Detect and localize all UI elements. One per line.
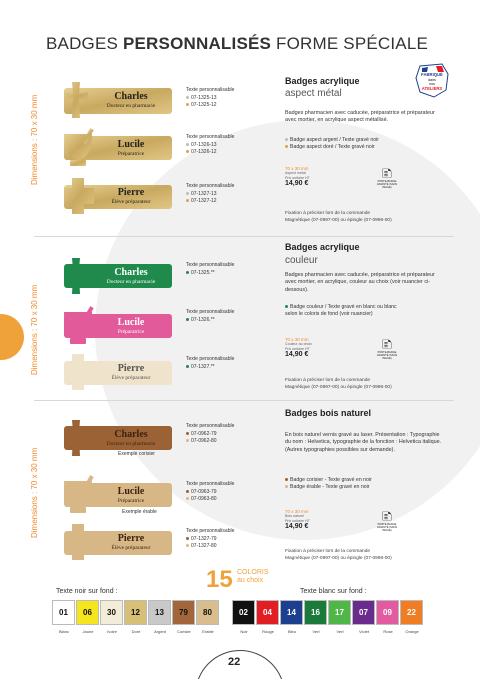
badge-metal-lucile [62, 128, 174, 168]
price-box: 70 x 30 mm Couleur au choix Prix unitaire HT 14,90 € [285, 337, 333, 363]
badge-name: Charles [114, 429, 148, 440]
gold-dot [186, 150, 189, 153]
color-swatch-label: Rouge [262, 629, 274, 634]
cherry-dot [186, 537, 189, 540]
badge-function: Docteur en pharmacie [106, 103, 156, 109]
badge-name: Charles [114, 91, 148, 102]
example-label: Exemple érable [122, 509, 157, 515]
option-list [285, 137, 435, 151]
made-in-workshop-sticker [412, 60, 452, 100]
color-swatch-label: Orange [405, 629, 419, 634]
swatch-row-black [52, 600, 220, 625]
color-swatch: 07 [352, 600, 375, 625]
color-swatch: 13 [148, 600, 171, 625]
color-swatch-label: Corisier [177, 629, 191, 634]
color-swatch-label: Jaune [82, 629, 94, 634]
section-subheading: couleur [285, 255, 318, 266]
color-swatch: 02 [232, 600, 255, 625]
ref-block [186, 87, 234, 110]
cherry-dot [285, 478, 288, 481]
ref-block: Texte personnalisable 07-1325.** [186, 262, 235, 276]
color-swatch-label: Vert [312, 629, 320, 634]
badge-name: Pierre [117, 533, 145, 544]
color-swatch: 79 [172, 600, 195, 625]
sticker-text-2: dans [428, 78, 436, 82]
section-subheading: aspect métal [285, 88, 342, 99]
page-title: BADGES PERSONNALISÉS FORME SPÉCIALE [46, 34, 429, 53]
price-box: 70 x 30 mm Aspect métal Prix unitaire HT 14,90 € [285, 166, 333, 192]
green-dot [186, 318, 189, 321]
ref-item: 07-1327.** [186, 364, 234, 372]
green-dot [186, 271, 189, 274]
badge-holder: 🗈 PORTE-BADGE AIMANTÉ (SANS IMAGE) [374, 509, 400, 533]
ref-item: 07-0963-79 [186, 489, 234, 497]
color-swatch: 16 [304, 600, 327, 625]
color-swatch: 17 [328, 600, 351, 625]
silver-dot [186, 143, 189, 146]
color-swatch: 09 [376, 600, 399, 625]
dimension-label-3: Dimensions : 70 x 30 mm [30, 447, 39, 538]
color-swatch: 14 [280, 600, 303, 625]
color-swatch-label: Violet [359, 629, 369, 634]
silver-dot [285, 138, 288, 141]
badge-holder: 🗈 PORTE-BADGE AIMANTÉ (SANS IMAGE) [374, 166, 400, 190]
badge-name: Lucile [117, 317, 145, 328]
colors-banner: COLORIS au choix [237, 569, 269, 584]
color-swatch: 80 [196, 600, 219, 625]
mug-icon: 🗈 [381, 165, 393, 181]
ref-item: 07-0962-80 [186, 438, 234, 446]
badge-function: Docteur en pharmacie [106, 441, 156, 447]
badge-function: Préparatrice [117, 498, 145, 504]
dimension-label-1: Dimensions : 70 x 30 mm [30, 94, 39, 185]
badge-name: Lucile [117, 139, 145, 150]
option-list [285, 477, 435, 491]
badge-metal-pierre [62, 176, 174, 216]
color-swatch-label: Noir [240, 629, 248, 634]
color-swatch-label: Blanc [58, 629, 69, 634]
ref-item: 07-1327-12 [186, 198, 234, 206]
section-heading: Badges acrylique [285, 76, 360, 86]
black-text-label: Texte noir sur fond : [56, 588, 118, 595]
badge-function: Préparatrice [117, 151, 145, 157]
fixation-note: Fixation à préciser lors de la commande Magnétique (07-0997-00) ou épingle (07-0996-00) [285, 211, 392, 223]
ref-item: 07-1327-79 [186, 536, 234, 544]
option-item: Badge aspect doré / Texte gravé noir [285, 144, 435, 151]
swatch-labels-black [52, 629, 220, 634]
badge-color-lucile [62, 306, 174, 346]
badge-name: Charles [114, 267, 148, 278]
color-swatch-label: Erable [202, 629, 214, 634]
perso-label: Texte personnalisable [186, 183, 235, 189]
page-number: 22 [228, 656, 241, 668]
maple-dot [186, 544, 189, 547]
cherry-dot [186, 432, 189, 435]
cherry-dot [186, 490, 189, 493]
price: 14,90 € [285, 180, 309, 187]
ref-item: 07-1325-13 [186, 95, 234, 103]
ref-item: 07-1327-13 [186, 191, 234, 199]
color-swatch: 06 [76, 600, 99, 625]
ref-item: 07-1326-13 [186, 142, 234, 150]
section-heading: Badges bois naturel [285, 408, 372, 418]
color-swatch-label: Vert [336, 629, 344, 634]
ref-item: 07-0963-80 [186, 496, 234, 504]
fixation-note: Fixation à préciser lors de la commande Magnétique (07-0997-00) ou épingle (07-0996-00) [285, 549, 392, 561]
mug-icon: 🗈 [381, 508, 393, 524]
ref-block: Texte personnalisable 07-1327.** [186, 356, 235, 370]
swatch-labels-white [232, 629, 424, 634]
section-description: En bois naturel vernis gravé au laser. Présentation : Typographie du nom : Helvetica, typographie de la fonction : Helvetica italique. (Autres typographies possibles sur demande). [285, 432, 442, 453]
green-dot [186, 365, 189, 368]
example-label: Exemple corisier [118, 451, 155, 457]
ref-block: Texte personnalisable 07-0963-79 07-0963-80 [186, 481, 235, 502]
green-dot [285, 305, 288, 308]
badge-function: Élève préparateur [111, 545, 151, 551]
silver-dot [186, 192, 189, 195]
badge-wood-lucile [62, 475, 174, 515]
ref-block: Texte personnalisable 07-1326.** [186, 309, 235, 323]
option-item: Badge aspect argent / Texte gravé noir [285, 137, 435, 144]
color-swatch: 22 [400, 600, 423, 625]
badge-metal-charles [62, 80, 174, 120]
mug-icon: 🗈 [381, 336, 393, 352]
maple-dot [186, 497, 189, 500]
badge-function: Élève préparateur [111, 199, 151, 205]
perso-label: Texte personnalisable [186, 134, 235, 140]
badge-name: Lucile [117, 486, 145, 497]
badge-name: Pierre [117, 363, 145, 374]
ref-block [186, 183, 234, 206]
side-tab [0, 314, 24, 360]
option-item: Badge corisier - Texte gravé en noir [285, 477, 435, 484]
color-swatch-label: Doré [131, 629, 141, 634]
color-swatch: 04 [256, 600, 279, 625]
ref-item: 07-1326.** [186, 317, 234, 325]
badge-wood-pierre [62, 522, 174, 562]
section-heading: Badges acrylique [285, 242, 360, 252]
gold-dot [186, 103, 189, 106]
sticker-text-4: ATELIERS [421, 86, 443, 91]
section-description: Badges pharmacien avec caducée, préparatrice et préparateur avec mortier, en acrylique, couleur au choix (voir nuancier ci-dessous). [285, 272, 435, 293]
badge-color-pierre [62, 352, 174, 392]
ref-block [186, 134, 234, 157]
color-swatch-label: Ivoire [107, 629, 117, 634]
maple-dot [285, 485, 288, 488]
ref-item: 07-1326-12 [186, 149, 234, 157]
color-swatch-label: Rose [383, 629, 393, 634]
perso-label: Texte personnalisable [186, 87, 235, 93]
badge-name: Pierre [117, 187, 145, 198]
ref-item: 07-0962-79 [186, 431, 234, 439]
color-swatch-label: Bleu [287, 629, 296, 634]
sticker-text-1: FABRIQUÉ [421, 72, 443, 77]
ref-block: Texte personnalisable 07-0962-79 07-0962-80 [186, 423, 235, 444]
silver-dot [186, 96, 189, 99]
sticker-text-3: nos [429, 82, 435, 86]
badge-function: Élève préparateur [111, 375, 151, 381]
color-swatch: 12 [124, 600, 147, 625]
price: 14,90 € [285, 351, 309, 358]
price-box: 70 x 30 mm Bois naturel Prix unitaire HT 14,90 € [285, 509, 333, 535]
badge-function: Préparatrice [117, 329, 145, 335]
ref-item: 07-1325-12 [186, 102, 234, 110]
dimension-label-2: Dimensions : 70 x 30 mm [30, 284, 39, 375]
gold-dot [285, 145, 288, 148]
gold-dot [186, 199, 189, 202]
fixation-note: Fixation à préciser lors de la commande Magnétique (07-0997-00) ou épingle (07-0996-00) [285, 378, 392, 390]
section-divider [34, 400, 454, 401]
color-swatch: 01 [52, 600, 75, 625]
badge-function: Docteur en pharmacie [106, 279, 156, 285]
badge-holder: 🗈 PORTE-BADGE AIMANTÉ (SANS IMAGE) [374, 337, 400, 361]
color-swatch: 30 [100, 600, 123, 625]
option-item: Badge couleur / Texte gravé en blanc ou blanc selon le coloris de fond (voir nuancier) [285, 304, 397, 317]
white-text-label: Texte blanc sur fond : [300, 588, 367, 595]
price: 14,90 € [285, 523, 309, 530]
badge-color-charles [62, 256, 174, 296]
section-divider [34, 236, 454, 237]
colors-count: 15 [206, 566, 233, 593]
section-description: Badges pharmacien avec caducée, préparatrice et préparateur avec mortier, en acrylique aspect métallisé. [285, 110, 435, 124]
ref-item: 07-1327-80 [186, 543, 234, 551]
ref-item: 07-1325.** [186, 270, 234, 278]
color-swatch-label: Argent [154, 629, 166, 634]
swatch-row-white [232, 600, 424, 625]
option-item: Badge érable - Texte gravé en noir [285, 484, 435, 491]
option-list [285, 304, 405, 318]
ref-block: Texte personnalisable 07-1327-79 07-1327-80 [186, 528, 235, 549]
maple-dot [186, 439, 189, 442]
